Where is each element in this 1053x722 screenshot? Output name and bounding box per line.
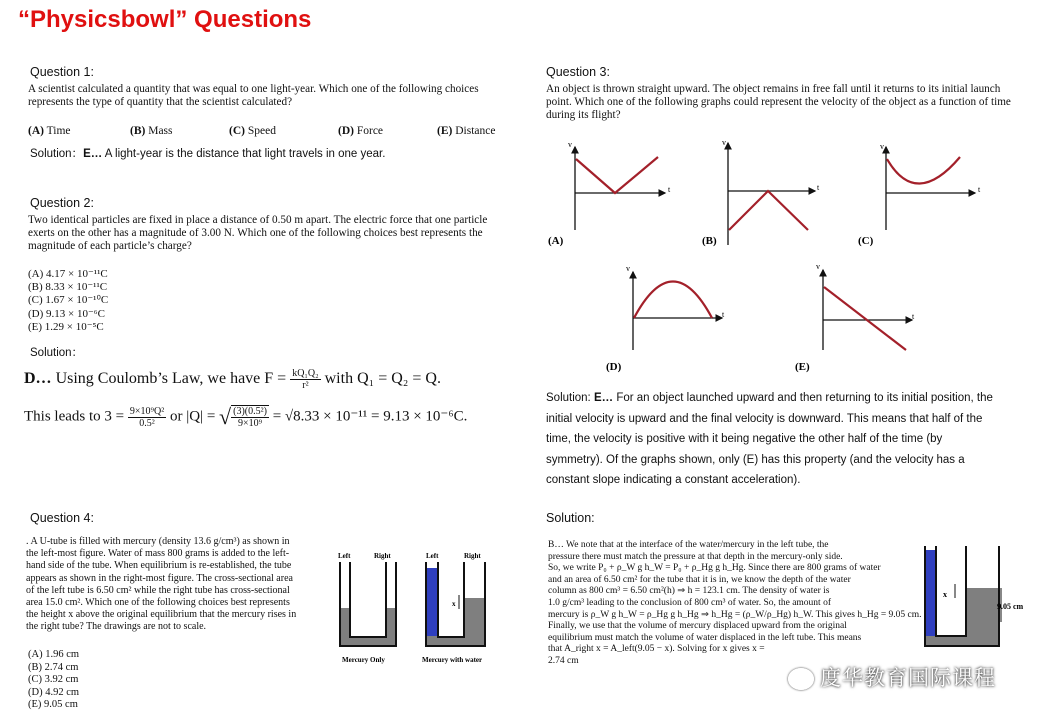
q2-text: [28, 214, 528, 253]
sol4-text: [548, 540, 920, 668]
graph-e-v: v: [816, 262, 820, 271]
graph-e-t: t: [912, 312, 915, 321]
q4-text-line-2: the left-most figure. Water of mass 800 grams is added to the left-: [26, 548, 290, 560]
sol4-line-2: pressure there must match the pressure at that depth in the mercury-only side.: [548, 551, 843, 562]
q1-option-a: (A) Time: [28, 125, 71, 137]
graph-a: [548, 140, 671, 247]
watermark: 度华教育国际课程: [788, 662, 996, 692]
q4-text-line-5: of the left tube is 6.50 cm² while the right tube has cross-sectional: [26, 584, 290, 596]
q4-utube-figures: [330, 548, 530, 670]
svg-text:Left: Left: [426, 552, 439, 560]
sol4-label: Solution:: [546, 511, 595, 525]
sqrt-fraction: $\frac{\text{(3)(0.5²)}}{\text{9×10⁹}}$: [233, 406, 267, 429]
sol4-line-10: that A_right x = A_left(9.05 − x). Solving for x gives x =: [548, 644, 765, 655]
graph-c-v: v: [880, 142, 884, 151]
svg-text:Right: Right: [464, 552, 481, 560]
graph-b-t: t: [817, 183, 820, 192]
svg-text:Left: Left: [338, 552, 351, 560]
q1-text-line-2: represents the type of quantity that the scientist calculated?: [28, 96, 293, 108]
graph-c-t: t: [978, 185, 981, 194]
q2-label: Question 2:: [30, 196, 94, 210]
page-title: “Physicsbowl” Questions: [18, 6, 312, 33]
leads-fraction: $\frac{\text{9×10⁹Q²}}{\text{0.5²}}$: [129, 405, 165, 429]
q3-graphs: [540, 135, 1050, 375]
q2-options: [28, 268, 108, 334]
q4-option-e: (E) 9.05 cm: [28, 699, 78, 711]
q3-text-line-3: during its flight?: [546, 109, 621, 121]
graph-e-label: (E): [795, 361, 810, 373]
graph-a-line: [576, 157, 658, 193]
sol4-line-7: mercury is ρ_W g h_W = ρ_Hg g h_Hg ⇒ h_Hg = (ρ_W/ρ_Hg) h_W. This gives h_Hg = 9.05 cm.: [548, 609, 922, 620]
graph-d-line: [634, 282, 712, 319]
q2-text-line-2: exerts on the other has a magnitude of 3.00 N. Which one of the following choices best represents the: [28, 227, 483, 239]
svg-text:Right: Right: [374, 552, 391, 560]
q3-solution-line-1: Solution: E… For an object launched upward and then returning to its initial position, the: [546, 392, 993, 404]
graph-c-line: [887, 157, 960, 184]
coulomb-fraction: $\frac{\text{kQ₁Q₂}}{\text{r²}}$: [292, 368, 319, 391]
graph-b-line: [729, 191, 808, 230]
q4-text-line-6: area 15.0 cm². Which one of the following choices best represents: [26, 597, 290, 609]
q3-text: [546, 83, 1046, 122]
sol4-line-9: equilibrium must match the volume of water displaced in the left tube. This means: [548, 632, 862, 643]
q3-solution-line-3: time, the velocity is positive with it being negative the other half of the time (by: [546, 433, 943, 445]
q3-solution: [546, 388, 1046, 491]
q1-text: [28, 83, 528, 109]
q4-text-line-4: appears as shown in the right-most figure. The cross-sectional area: [26, 572, 293, 584]
graph-c: [858, 142, 981, 247]
q1-options: [28, 125, 528, 139]
q2-option-a: (A) 4.17 × 10⁻¹¹C: [28, 268, 108, 280]
graph-b-v: v: [722, 138, 726, 147]
q3-solution-line-4: symmetry). Of the graphs shown, only (E) has this property (and the velocity has a: [546, 453, 965, 466]
q2-option-e: (E) 1.29 × 10⁻⁵C: [28, 320, 104, 333]
q2-solution-label: Solution：: [30, 347, 84, 359]
q2-option-c: (C) 1.67 × 10⁻¹⁰C: [28, 294, 109, 307]
sol4-line-6: 1.0 g/cm³ leading to the conclusion of 800 cm³ of water. So, the amount of: [548, 597, 831, 608]
q3-solution-line-5: constant slope indicating a constant acceleration).: [546, 474, 801, 486]
q4-options: [28, 649, 79, 712]
q4-text-line-3: hand side of the tube. When equilibrium is re-established, the tube: [26, 560, 292, 572]
q1-option-d: (D) Force: [338, 125, 384, 137]
q2-solution-line-1: D… Using Coulomb’s Law, we have F = $\frac{\text{kQ₁Q₂}}{\text{r²}}$ with Q₁ = Q₂ = Q.: [24, 368, 441, 391]
q4-text-line-8: the right tube? The drawings are not to scale.: [26, 621, 207, 633]
q1-option-c: (C) Speed: [229, 125, 276, 137]
q2-option-b: (B) 8.33 × 10⁻¹¹C: [28, 281, 108, 294]
q2-text-line-1: Two identical particles are fixed in place a distance of 0.50 m apart. The electric force that one particle: [28, 214, 488, 226]
sol4-line-4: and an area of 6.50 cm² for the tube that it is in, we know the depth of the water: [548, 574, 851, 585]
utube-mercury-only: [338, 552, 396, 664]
q4-label: Question 4:: [30, 511, 94, 525]
sol4-line-8: Finally, we use that the volume of mercury displaced upward from the original: [548, 621, 847, 632]
q2-solution-line-2: This leads to 3 = $\frac{\text{9×10⁹Q²}}{\text{0.5²}}$ or |Q| = √ $\frac{\text{(3)(0.5²)}}{\text{9×10⁹}}$ = √8.33 × 10⁻¹¹ = 9.13 × 10⁻⁶C.: [24, 404, 468, 429]
q3-solution-line-2: initial velocity is upward and the final velocity is downward. This means that half of the: [546, 412, 983, 425]
graph-d-label: (D): [606, 361, 622, 373]
q3-text-line-1: An object is thrown straight upward. The object remains in free fall until it returns to its initial launch: [546, 83, 1001, 95]
q4-text-line-7: the height x above the original equilibrium that the mercury rises in: [26, 609, 297, 621]
graph-d: [606, 264, 725, 373]
q2-option-d: (D) 9.13 × 10⁻⁶C: [28, 307, 105, 320]
graph-b-label: (B): [702, 235, 717, 247]
graph-a-label: (A): [548, 235, 564, 247]
sol4-fig-x: x: [943, 590, 947, 599]
q4-text-line-1: . A U-tube is filled with mercury (density 13.6 g/cm³) as shown in: [26, 536, 290, 547]
graph-d-v: v: [626, 264, 630, 273]
graph-e-line: [824, 287, 906, 350]
graph-d-t: t: [722, 310, 725, 319]
q1-solution: Solution：E… A light-year is the distance that light travels in one year.: [30, 148, 386, 160]
q4-option-c: (C) 3.92 cm: [28, 674, 79, 686]
q4-option-a: (A) 1.96 cm: [28, 649, 80, 660]
svg-text:x: x: [452, 600, 456, 608]
q1-option-b: (B) Mass: [130, 125, 173, 137]
q3-label: Question 3:: [546, 65, 610, 79]
utube-mercury-with-water: [422, 552, 485, 664]
q4-text: [26, 536, 326, 634]
q3-text-line-2: point. Which one of the following graphs could represent the velocity of the object as a function of time: [546, 96, 1011, 108]
fig2-caption: Mercury with water: [422, 656, 483, 664]
wechat-icon: [788, 668, 814, 690]
sol4-line-11: 2.74 cm: [548, 655, 579, 666]
sol4-line-5: column as 800 cm³ = 6.50 cm²(h) ⇒ h = 123.1 cm. The density of water is: [548, 586, 830, 597]
graph-c-label: (C): [858, 235, 874, 247]
sol4-line-3: So, we write P₀ + ρ_W g h_W = P₀ + ρ_Hg g h_Hg. Since there are 800 grams of water: [548, 563, 881, 574]
graph-e: [795, 262, 915, 373]
sol4-fig-dim: 9.05 cm: [997, 602, 1024, 611]
q4-option-b: (B) 2.74 cm: [28, 661, 79, 673]
sol4-figure: [915, 542, 1045, 657]
q2-text-line-3: magnitude of each particle’s charge?: [28, 240, 192, 252]
graph-a-v: v: [568, 140, 572, 149]
q1-option-e: (E) Distance: [437, 125, 496, 137]
q1-text-line-1: A scientist calculated a quantity that was equal to one light-year. Which one of the following choices: [28, 83, 479, 95]
q1-label: Question 1:: [30, 65, 94, 79]
graph-b: [702, 138, 820, 247]
q4-option-d: (D) 4.92 cm: [28, 686, 80, 698]
fig1-caption: Mercury Only: [342, 656, 385, 664]
graph-a-t: t: [668, 185, 671, 194]
sol4-line-1: B… We note that at the interface of the water/mercury in the left tube, the: [548, 540, 829, 550]
